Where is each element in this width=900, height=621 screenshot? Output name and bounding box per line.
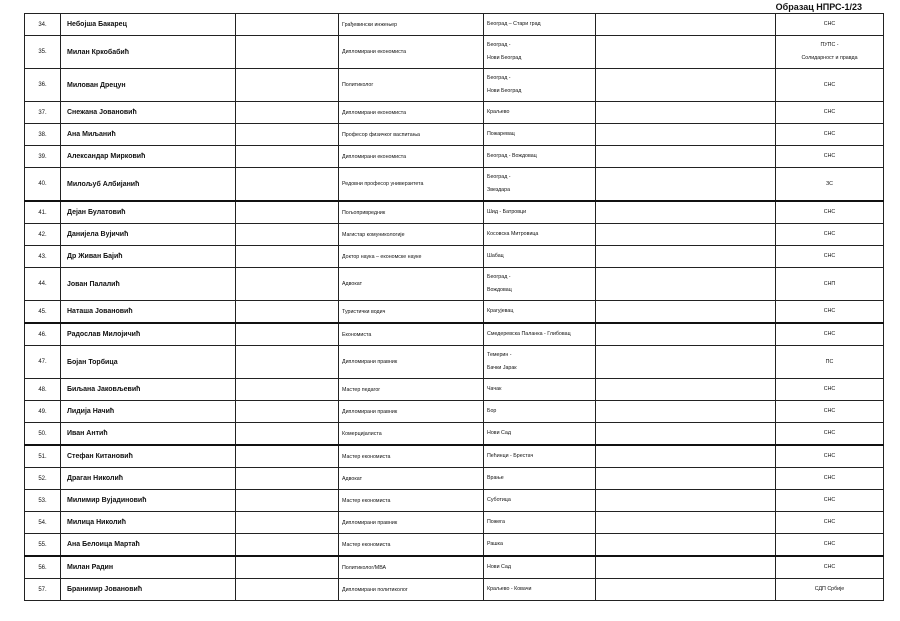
candidate-name: Биљана Јаковљевић [61, 379, 236, 401]
residence [484, 36, 596, 69]
party-line: СНС [823, 81, 836, 88]
blank-cell [596, 534, 776, 557]
residence [484, 512, 596, 534]
profession: Адвокат [339, 268, 484, 301]
row-number: 50. [25, 423, 61, 446]
row-number: 36. [25, 69, 61, 102]
row-number: 53. [25, 490, 61, 512]
residence-line: Смедеревска Паланка - Глибовац [487, 331, 571, 337]
party-line: СНС [823, 430, 836, 436]
profession: Дипломирани правник [339, 512, 484, 534]
blank-cell [596, 301, 776, 324]
residence [484, 401, 596, 423]
party [776, 146, 884, 168]
candidate-table-body [25, 14, 884, 601]
profession: Дипломирани економиста [339, 36, 484, 69]
row-number: 48. [25, 379, 61, 401]
table-row [25, 445, 884, 468]
row-number: 41. [25, 201, 61, 224]
residence [484, 579, 596, 601]
residence-line: Пећинци - Брестач [487, 453, 534, 459]
residence-line: Вождовац [487, 287, 512, 293]
table-row [25, 268, 884, 301]
party-line: СНС [823, 564, 836, 570]
blank-cell [236, 124, 339, 146]
candidate-name: Јован Палалић [61, 268, 236, 301]
blank-cell [236, 323, 339, 346]
profession: Туристички водич [339, 301, 484, 324]
blank-cell [236, 401, 339, 423]
blank-cell [596, 14, 776, 36]
residence [484, 102, 596, 124]
party [776, 556, 884, 579]
row-number: 34. [25, 14, 61, 36]
blank-cell [596, 468, 776, 490]
blank-cell [596, 36, 776, 69]
candidate-name: Милан Кркобабић [61, 36, 236, 69]
party [776, 346, 884, 379]
row-number: 38. [25, 124, 61, 146]
profession: Мастер економиста [339, 445, 484, 468]
residence [484, 201, 596, 224]
residence-line: Нови Београд [487, 55, 522, 61]
row-number: 40. [25, 168, 61, 202]
residence-line: Суботица [487, 497, 511, 503]
profession: Дипломирани правник [339, 346, 484, 379]
party [776, 468, 884, 490]
residence-line: Нови Београд [487, 88, 522, 94]
residence [484, 379, 596, 401]
party-line: СНС [823, 253, 836, 259]
table-row [25, 124, 884, 146]
blank-cell [236, 224, 339, 246]
blank-cell [236, 36, 339, 69]
party [776, 124, 884, 146]
blank-cell [236, 168, 339, 202]
candidate-name: Наташа Јовановић [61, 301, 236, 324]
residence-line: Краљево [487, 109, 510, 115]
residence-line: Крагујевац [487, 308, 514, 314]
blank-cell [596, 323, 776, 346]
row-number: 39. [25, 146, 61, 168]
party [776, 301, 884, 324]
row-number: 45. [25, 301, 61, 324]
profession: Дипломирани економиста [339, 102, 484, 124]
row-number: 42. [25, 224, 61, 246]
residence [484, 301, 596, 324]
party-line: СНС [823, 209, 836, 215]
party-line: СНС [823, 497, 836, 503]
table-row [25, 423, 884, 446]
candidate-name: Милољуб Албијанић [61, 168, 236, 202]
table-row [25, 468, 884, 490]
profession: Политиколог [339, 69, 484, 102]
candidate-name: Стефан Китановић [61, 445, 236, 468]
row-number: 54. [25, 512, 61, 534]
blank-cell [236, 301, 339, 324]
blank-cell [596, 512, 776, 534]
residence [484, 268, 596, 301]
residence-line: Београд - [487, 75, 511, 81]
residence-line: Београд - [487, 174, 511, 180]
profession: Мастер економиста [339, 534, 484, 557]
table-row [25, 301, 884, 324]
party [776, 168, 884, 202]
residence-line: Чачак [487, 386, 502, 392]
residence-line: Темерин - [487, 352, 512, 358]
blank-cell [596, 268, 776, 301]
candidate-table [24, 13, 884, 601]
table-row [25, 246, 884, 268]
candidate-name: Данијела Вујичић [61, 224, 236, 246]
blank-cell [596, 423, 776, 446]
party-line: ЗС [826, 180, 833, 187]
row-number: 43. [25, 246, 61, 268]
residence-line: Београд - [487, 274, 511, 280]
residence-line: Београд – Стари град [487, 21, 541, 27]
table-row [25, 323, 884, 346]
residence-line: Пожега [487, 519, 505, 525]
residence [484, 323, 596, 346]
residence-line: Београд - [487, 42, 511, 48]
residence [484, 445, 596, 468]
profession: Пољопривредник [339, 201, 484, 224]
party [776, 401, 884, 423]
row-number: 35. [25, 36, 61, 69]
table-row [25, 579, 884, 601]
blank-cell [236, 102, 339, 124]
party [776, 579, 884, 601]
blank-cell [596, 146, 776, 168]
party [776, 69, 884, 102]
table-row [25, 379, 884, 401]
candidate-name: Ана Миљанић [61, 124, 236, 146]
profession: Професор физичког васпитања [339, 124, 484, 146]
party [776, 246, 884, 268]
blank-cell [236, 423, 339, 446]
party-line: СНС [823, 541, 836, 547]
party [776, 268, 884, 301]
profession: Редовни професор универзитета [339, 168, 484, 202]
party [776, 490, 884, 512]
row-number: 46. [25, 323, 61, 346]
blank-cell [236, 201, 339, 224]
party [776, 201, 884, 224]
residence-line: Пожаревац [487, 131, 515, 137]
row-number: 51. [25, 445, 61, 468]
table-row [25, 512, 884, 534]
residence-line: Косовска Митровица [487, 231, 539, 237]
row-number: 37. [25, 102, 61, 124]
table-row [25, 534, 884, 557]
candidate-name: Бојан Торбица [61, 346, 236, 379]
blank-cell [236, 579, 339, 601]
candidate-name: Ана Белоица Мартаћ [61, 534, 236, 557]
table-row [25, 102, 884, 124]
profession: Адвокат [339, 468, 484, 490]
party [776, 512, 884, 534]
profession: Мастер педагог [339, 379, 484, 401]
party-line: СНС [823, 386, 836, 392]
candidate-name: Дејан Булатовић [61, 201, 236, 224]
party-line: СНС [823, 308, 836, 314]
residence-line: Врање [487, 475, 504, 481]
party [776, 14, 884, 36]
candidate-name: Милан Радин [61, 556, 236, 579]
residence [484, 224, 596, 246]
residence [484, 534, 596, 557]
profession: Мастер економиста [339, 490, 484, 512]
party-line: СНС [823, 475, 836, 481]
party [776, 445, 884, 468]
residence [484, 468, 596, 490]
candidate-name: Радослав Милојичић [61, 323, 236, 346]
residence [484, 246, 596, 268]
blank-cell [596, 445, 776, 468]
candidate-name: Небојша Бакарец [61, 14, 236, 36]
blank-cell [236, 69, 339, 102]
party-line: СДП Србије [814, 586, 845, 592]
party-line: СНС [823, 408, 836, 414]
candidate-name: Иван Антић [61, 423, 236, 446]
blank-cell [596, 579, 776, 601]
candidate-name: Бранимир Јовановић [61, 579, 236, 601]
profession: Дипломирани политиколог [339, 579, 484, 601]
blank-cell [596, 102, 776, 124]
candidate-name: Милован Дрецун [61, 69, 236, 102]
residence-line: Шабац [487, 253, 504, 259]
blank-cell [236, 445, 339, 468]
form-label: Образац НПРС-1/23 [775, 2, 862, 12]
candidate-name: Снежана Јовановић [61, 102, 236, 124]
table-row [25, 36, 884, 69]
party [776, 224, 884, 246]
table-row [25, 168, 884, 202]
blank-cell [236, 468, 339, 490]
blank-cell [596, 246, 776, 268]
blank-cell [596, 379, 776, 401]
table-row [25, 490, 884, 512]
row-number: 44. [25, 268, 61, 301]
blank-cell [236, 534, 339, 557]
party [776, 423, 884, 446]
residence-line: Београд - Вождовац [487, 153, 537, 159]
residence [484, 556, 596, 579]
residence-line: Нови Сад [487, 564, 511, 570]
row-number: 55. [25, 534, 61, 557]
table-row [25, 69, 884, 102]
party-line: СНС [823, 519, 836, 525]
table-row [25, 346, 884, 379]
blank-cell [596, 69, 776, 102]
blank-cell [596, 556, 776, 579]
blank-cell [236, 512, 339, 534]
residence-line: Звездара [487, 187, 511, 193]
blank-cell [236, 246, 339, 268]
residence-line: Шид - Батровци [487, 209, 527, 215]
residence-line: Краљево - Ковачи [487, 586, 532, 592]
party-line: Солидарност и правда [801, 55, 858, 61]
blank-cell [596, 224, 776, 246]
residence [484, 14, 596, 36]
party-line: СНС [823, 153, 836, 159]
residence [484, 346, 596, 379]
blank-cell [236, 268, 339, 301]
profession: Магистар комуникологије [339, 224, 484, 246]
residence [484, 124, 596, 146]
table-row [25, 556, 884, 579]
table-row [25, 146, 884, 168]
party-line: СНС [823, 231, 836, 237]
row-number: 52. [25, 468, 61, 490]
candidate-name: Драган Николић [61, 468, 236, 490]
blank-cell [236, 379, 339, 401]
blank-cell [596, 490, 776, 512]
candidate-name: Др Живан Бајић [61, 246, 236, 268]
blank-cell [236, 146, 339, 168]
profession: Дипломирани правник [339, 401, 484, 423]
residence-line: Бор [487, 408, 497, 414]
party-line: СНС [823, 21, 836, 27]
profession: Доктор наука – економске науке [339, 246, 484, 268]
table-row [25, 14, 884, 36]
party-line: СНС [823, 131, 836, 137]
party [776, 534, 884, 557]
blank-cell [596, 401, 776, 423]
row-number: 56. [25, 556, 61, 579]
blank-cell [596, 124, 776, 146]
blank-cell [596, 346, 776, 379]
blank-cell [596, 168, 776, 202]
row-number: 57. [25, 579, 61, 601]
residence [484, 490, 596, 512]
profession: Економиста [339, 323, 484, 346]
party-line: ПС [825, 358, 834, 365]
blank-cell [236, 490, 339, 512]
party-line: СНП [823, 280, 836, 287]
profession: Грађевински инжењер [339, 14, 484, 36]
table-row [25, 201, 884, 224]
party [776, 379, 884, 401]
party [776, 36, 884, 69]
party-line: СНС [823, 109, 836, 115]
candidate-name: Милимир Вујадиновић [61, 490, 236, 512]
residence [484, 168, 596, 202]
blank-cell [236, 556, 339, 579]
profession: Комерцијалиста [339, 423, 484, 446]
residence-line: Бачки Јарак [487, 365, 517, 371]
residence-line: Нови Сад [487, 430, 511, 436]
residence [484, 423, 596, 446]
row-number: 49. [25, 401, 61, 423]
blank-cell [596, 201, 776, 224]
profession: Дипломирани економиста [339, 146, 484, 168]
residence [484, 146, 596, 168]
row-number: 47. [25, 346, 61, 379]
party-line: СНС [823, 453, 836, 459]
party [776, 102, 884, 124]
candidate-name: Александар Мирковић [61, 146, 236, 168]
party-line: СНС [823, 331, 836, 337]
residence [484, 69, 596, 102]
table-row [25, 401, 884, 423]
blank-cell [236, 14, 339, 36]
profession: Политиколог/МВА [339, 556, 484, 579]
candidate-name: Милица Николић [61, 512, 236, 534]
table-row [25, 224, 884, 246]
candidate-name: Лидија Начић [61, 401, 236, 423]
residence-line: Рашка [487, 541, 503, 547]
party [776, 323, 884, 346]
blank-cell [236, 346, 339, 379]
party-line: ПУПС - [820, 42, 839, 48]
